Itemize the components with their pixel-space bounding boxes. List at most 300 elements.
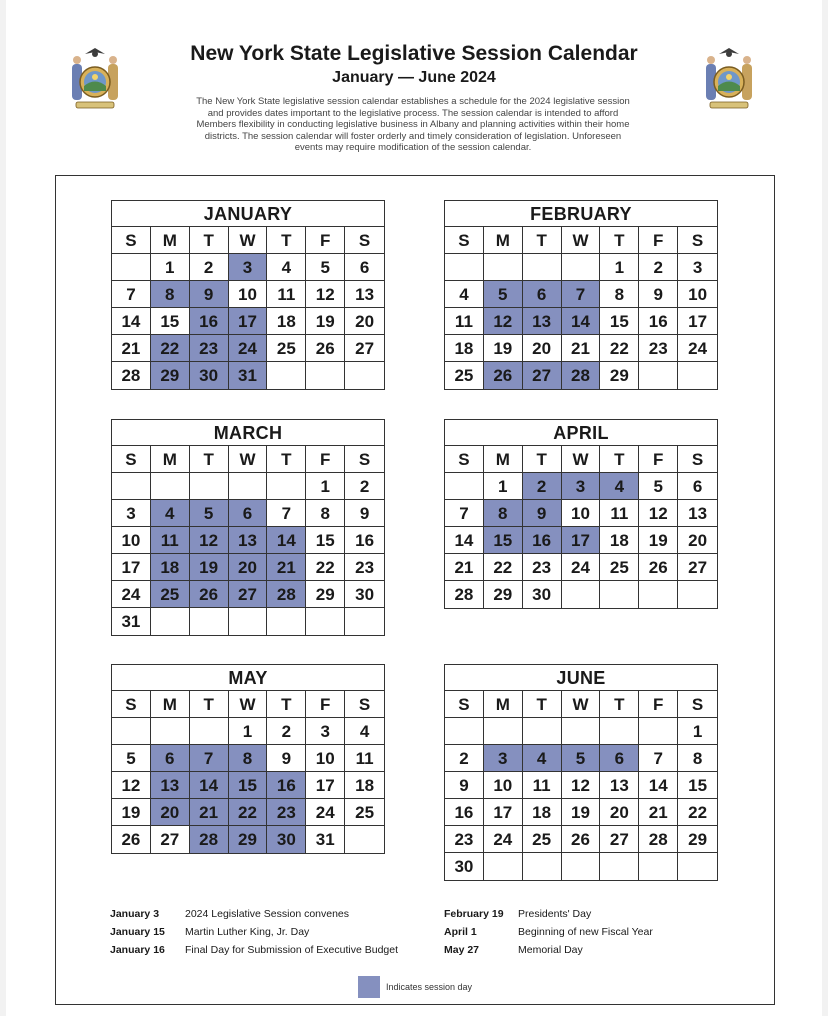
empty-cell [112,254,151,281]
calendar-day: 11 [600,500,639,527]
weekday-header: W [562,227,601,254]
month-name: JUNE [445,665,717,691]
calendar-day: 14 [112,308,151,335]
weekday-header: M [151,446,190,473]
calendar-day-session: 28 [267,581,306,608]
calendar-day: 20 [523,335,562,362]
calendar-day-session: 13 [523,308,562,335]
calendar-day: 12 [562,772,601,799]
month-march [111,419,385,636]
calendar-day-session: 8 [229,745,268,772]
calendar-day: 11 [445,308,484,335]
calendar-day-session: 15 [229,772,268,799]
calendar-day-session: 31 [229,362,268,389]
key-date-row [444,923,653,941]
calendar-day-session: 6 [151,745,190,772]
weekday-header: F [306,446,345,473]
calendar-day: 9 [445,772,484,799]
calendar-day: 3 [306,718,345,745]
calendar-day: 28 [639,826,678,853]
calendar-day: 12 [306,281,345,308]
empty-cell [345,826,384,853]
calendar-day-session: 4 [600,473,639,500]
calendar-day: 21 [112,335,151,362]
calendar-day: 19 [562,799,601,826]
calendar-day: 13 [678,500,717,527]
calendar-day: 2 [345,473,384,500]
calendar-day: 22 [678,799,717,826]
weekday-header: M [151,691,190,718]
calendar-day: 8 [306,500,345,527]
calendar-day: 23 [523,554,562,581]
weekday-header: W [562,691,601,718]
calendar-day: 12 [112,772,151,799]
calendar-day: 20 [600,799,639,826]
calendar-day: 27 [678,554,717,581]
calendar-day-session: 16 [267,772,306,799]
weekday-header: F [639,227,678,254]
key-date-description: Presidents' Day [518,908,592,920]
calendar-day-session: 16 [190,308,229,335]
month-grid [112,691,384,853]
calendar-day: 7 [267,500,306,527]
calendar-day: 10 [306,745,345,772]
empty-cell [306,608,345,635]
month-grid [445,227,717,389]
calendar-day: 28 [445,581,484,608]
empty-cell [523,254,562,281]
key-date: April 1 [444,926,477,938]
calendar-day: 18 [267,308,306,335]
calendar-day: 2 [445,745,484,772]
calendar-day: 11 [523,772,562,799]
page-edge-right [822,0,828,1016]
calendar-day-session: 22 [151,335,190,362]
empty-cell [484,718,523,745]
calendar-day: 2 [639,254,678,281]
calendar-day-session: 6 [600,745,639,772]
calendar-day: 1 [306,473,345,500]
calendar-day: 24 [562,554,601,581]
calendar-day-session: 4 [151,500,190,527]
calendar-day-session: 30 [190,362,229,389]
calendar-day: 29 [484,581,523,608]
weekday-header: T [267,227,306,254]
weekday-header: S [678,691,717,718]
calendar-day-session: 23 [267,799,306,826]
calendar-day: 29 [306,581,345,608]
calendar-day-session: 27 [229,581,268,608]
calendar-day: 24 [678,335,717,362]
calendar-day: 4 [445,281,484,308]
calendar-day: 17 [678,308,717,335]
empty-cell [484,853,523,880]
calendar-day-session: 22 [229,799,268,826]
calendar-day: 24 [484,826,523,853]
calendar-day: 1 [678,718,717,745]
weekday-header: T [600,446,639,473]
calendar-day: 6 [678,473,717,500]
calendar-day: 18 [345,772,384,799]
weekday-header: S [445,446,484,473]
calendar-day: 24 [112,581,151,608]
session-day-swatch [358,976,380,998]
calendar-day: 21 [639,799,678,826]
calendar-day-session: 6 [523,281,562,308]
month-name: FEBRUARY [445,201,717,227]
weekday-header: W [562,446,601,473]
calendar-day: 6 [345,254,384,281]
calendar-day: 24 [306,799,345,826]
empty-cell [345,362,384,389]
calendar-day-session: 28 [190,826,229,853]
weekday-header: S [345,446,384,473]
calendar-day-session: 5 [190,500,229,527]
calendar-day-session: 30 [267,826,306,853]
calendar-day: 17 [112,554,151,581]
month-name: MARCH [112,420,384,446]
weekday-header: T [190,691,229,718]
empty-cell [523,718,562,745]
calendar-day: 19 [306,308,345,335]
calendar-day: 29 [678,826,717,853]
key-date-row [110,941,398,959]
weekday-header: T [600,227,639,254]
weekday-header: W [229,691,268,718]
empty-cell [190,473,229,500]
calendar-day: 9 [267,745,306,772]
weekday-header: F [639,446,678,473]
empty-cell [151,473,190,500]
calendar-day-session: 28 [562,362,601,389]
calendar-day-session: 26 [190,581,229,608]
month-may [111,664,385,854]
calendar-day: 26 [639,554,678,581]
weekday-header: T [190,446,229,473]
calendar-day: 25 [523,826,562,853]
key-date-row [444,905,653,923]
calendar-day-session: 14 [267,527,306,554]
weekday-header: T [523,691,562,718]
weekday-header: T [600,691,639,718]
calendar-day-session: 9 [523,500,562,527]
page-title: New York State Legislative Session Calendar [190,42,638,65]
weekday-header: S [345,227,384,254]
calendar-day: 26 [562,826,601,853]
intro-paragraph: The New York State legislative session calendar establishes a schedule for the 2024 legislative session and provides dates important to the legislative process. The session calendar is intended to afford Members flexibility in conducting legislative business in Albany and planning activities within their home districts. The session calendar will foster orderly and timely consideration of legislation. Unforeseen events may require modification of the session calendar. [196,96,630,154]
calendar-day: 9 [345,500,384,527]
calendar-day: 1 [484,473,523,500]
calendar-day: 30 [345,581,384,608]
calendar-day-session: 7 [190,745,229,772]
weekday-header: F [306,691,345,718]
calendar-day: 25 [345,799,384,826]
calendar-day: 21 [445,554,484,581]
calendar-day: 20 [678,527,717,554]
calendar-day: 21 [562,335,601,362]
month-january [111,200,385,390]
calendar-day: 15 [600,308,639,335]
calendar-day: 17 [484,799,523,826]
month-name: MAY [112,665,384,691]
calendar-day-session: 20 [151,799,190,826]
calendar-day-session: 21 [267,554,306,581]
calendar-day: 15 [678,772,717,799]
calendar-day-session: 29 [151,362,190,389]
calendar-day-session: 14 [190,772,229,799]
empty-cell [229,608,268,635]
empty-cell [445,718,484,745]
empty-cell [306,362,345,389]
calendar-day: 25 [267,335,306,362]
empty-cell [639,853,678,880]
calendar-day: 15 [151,308,190,335]
weekday-header: S [445,227,484,254]
calendar-day: 17 [306,772,345,799]
weekday-header: M [484,691,523,718]
calendar-day-session: 21 [190,799,229,826]
month-grid [445,446,717,608]
calendar-day: 16 [639,308,678,335]
empty-cell [112,718,151,745]
calendar-day: 5 [639,473,678,500]
calendar-day-session: 3 [484,745,523,772]
calendar-day: 1 [229,718,268,745]
calendar-day: 20 [345,308,384,335]
calendar-day-session: 25 [151,581,190,608]
calendar-day: 26 [306,335,345,362]
calendar-day: 16 [345,527,384,554]
weekday-header: S [445,691,484,718]
empty-cell [678,853,717,880]
key-date-description: Beginning of new Fiscal Year [518,926,653,938]
calendar-day: 3 [678,254,717,281]
key-date: January 3 [110,908,160,920]
calendar-day-session: 4 [523,745,562,772]
calendar-day-session: 15 [484,527,523,554]
calendar-day: 13 [345,281,384,308]
weekday-header: W [229,227,268,254]
calendar-day: 22 [306,554,345,581]
calendar-day: 28 [112,362,151,389]
calendar-day-session: 3 [562,473,601,500]
month-name: JANUARY [112,201,384,227]
weekday-header: M [151,227,190,254]
calendar-day-session: 12 [190,527,229,554]
calendar-day: 2 [190,254,229,281]
month-grid [445,691,717,880]
calendar-day: 27 [600,826,639,853]
calendar-day-session: 23 [190,335,229,362]
empty-cell [562,254,601,281]
calendar-day: 30 [523,581,562,608]
calendar-day: 23 [445,826,484,853]
calendar-day: 30 [445,853,484,880]
calendar-day-session: 6 [229,500,268,527]
calendar-day-session: 16 [523,527,562,554]
calendar-day-session: 3 [229,254,268,281]
calendar-day: 11 [267,281,306,308]
empty-cell [267,362,306,389]
calendar-day-session: 5 [484,281,523,308]
calendar-day-session: 14 [562,308,601,335]
weekday-header: W [229,446,268,473]
weekday-header: S [112,691,151,718]
calendar-day: 15 [306,527,345,554]
calendar-day-session: 18 [151,554,190,581]
month-grid [112,227,384,389]
key-date: January 16 [110,944,165,956]
key-date-description: Memorial Day [518,944,583,956]
weekday-header: M [484,446,523,473]
empty-cell [562,581,601,608]
empty-cell [445,473,484,500]
calendar-day-session: 5 [562,745,601,772]
calendar-day: 8 [678,745,717,772]
empty-cell [600,718,639,745]
legend-label: Indicates session day [386,982,473,992]
calendar-day: 19 [639,527,678,554]
calendar-day: 14 [445,527,484,554]
calendar-day: 10 [562,500,601,527]
empty-cell [639,362,678,389]
calendar-day: 22 [484,554,523,581]
calendar-day: 5 [306,254,345,281]
calendar-day: 18 [523,799,562,826]
key-date-description: Martin Luther King, Jr. Day [185,926,310,938]
calendar-day-session: 29 [229,826,268,853]
weekday-header: T [523,227,562,254]
weekday-header: T [267,446,306,473]
calendar-day-session: 20 [229,554,268,581]
calendar-day: 27 [151,826,190,853]
month-june [444,664,718,881]
empty-cell [600,581,639,608]
empty-cell [562,853,601,880]
calendar-day: 2 [267,718,306,745]
calendar-day: 13 [600,772,639,799]
calendar-day-session: 7 [562,281,601,308]
key-date-row [110,905,398,923]
calendar-day-session: 11 [151,527,190,554]
calendar-day-session: 26 [484,362,523,389]
key-dates-left [110,905,398,959]
calendar-day-session: 27 [523,362,562,389]
calendar-day: 19 [112,799,151,826]
calendar-day: 22 [600,335,639,362]
empty-cell [600,853,639,880]
weekday-header: F [639,691,678,718]
calendar-day: 23 [345,554,384,581]
calendar-day: 25 [445,362,484,389]
weekday-header: M [484,227,523,254]
empty-cell [190,608,229,635]
calendar-day: 8 [600,281,639,308]
calendar-day: 31 [306,826,345,853]
weekday-header: T [523,446,562,473]
calendar-day: 7 [639,745,678,772]
calendar-day: 29 [600,362,639,389]
calendar-day: 4 [345,718,384,745]
calendar-day: 3 [112,500,151,527]
calendar-day-session: 24 [229,335,268,362]
calendar-day: 25 [600,554,639,581]
empty-cell [678,362,717,389]
calendar-day: 4 [267,254,306,281]
page-subtitle: January — June 2024 [332,69,496,86]
calendar-day: 18 [445,335,484,362]
calendar-day: 23 [639,335,678,362]
calendar-day: 10 [678,281,717,308]
calendar-day: 16 [445,799,484,826]
calendar-day: 9 [639,281,678,308]
key-dates-right [444,905,653,959]
calendar-day: 31 [112,608,151,635]
calendar-day: 5 [112,745,151,772]
calendar-day-session: 17 [229,308,268,335]
empty-cell [151,608,190,635]
month-april [444,419,718,609]
empty-cell [229,473,268,500]
calendar-day: 26 [112,826,151,853]
calendar-day-session: 8 [151,281,190,308]
empty-cell [639,581,678,608]
calendar-day-session: 9 [190,281,229,308]
empty-cell [523,853,562,880]
weekday-header: T [267,691,306,718]
calendar-day-session: 2 [523,473,562,500]
weekday-header: S [345,691,384,718]
weekday-header: S [678,446,717,473]
key-date-row [110,923,398,941]
empty-cell [151,718,190,745]
calendar-day-session: 8 [484,500,523,527]
calendar-day: 1 [151,254,190,281]
weekday-header: S [112,446,151,473]
calendar-day: 18 [600,527,639,554]
calendar-day: 27 [345,335,384,362]
month-february [444,200,718,390]
key-date: February 19 [444,908,504,920]
calendar-day-session: 19 [190,554,229,581]
empty-cell [484,254,523,281]
key-date-row [444,941,653,959]
calendar-day: 10 [112,527,151,554]
page-edge-left [0,0,6,1016]
legend [358,975,472,999]
calendar-day: 14 [639,772,678,799]
month-grid [112,446,384,635]
calendar-day: 7 [112,281,151,308]
weekday-header: S [112,227,151,254]
empty-cell [678,581,717,608]
calendar-day: 1 [600,254,639,281]
calendar-day: 10 [484,772,523,799]
weekday-header: T [190,227,229,254]
key-date: May 27 [444,944,480,956]
month-name: APRIL [445,420,717,446]
calendar-day: 11 [345,745,384,772]
empty-cell [190,718,229,745]
calendar-day: 7 [445,500,484,527]
empty-cell [639,718,678,745]
empty-cell [267,473,306,500]
weekday-header: S [678,227,717,254]
calendar-day-session: 13 [229,527,268,554]
calendar-day-session: 12 [484,308,523,335]
key-date-description: Final Day for Submission of Executive Budget [185,944,399,956]
calendar-day: 12 [639,500,678,527]
